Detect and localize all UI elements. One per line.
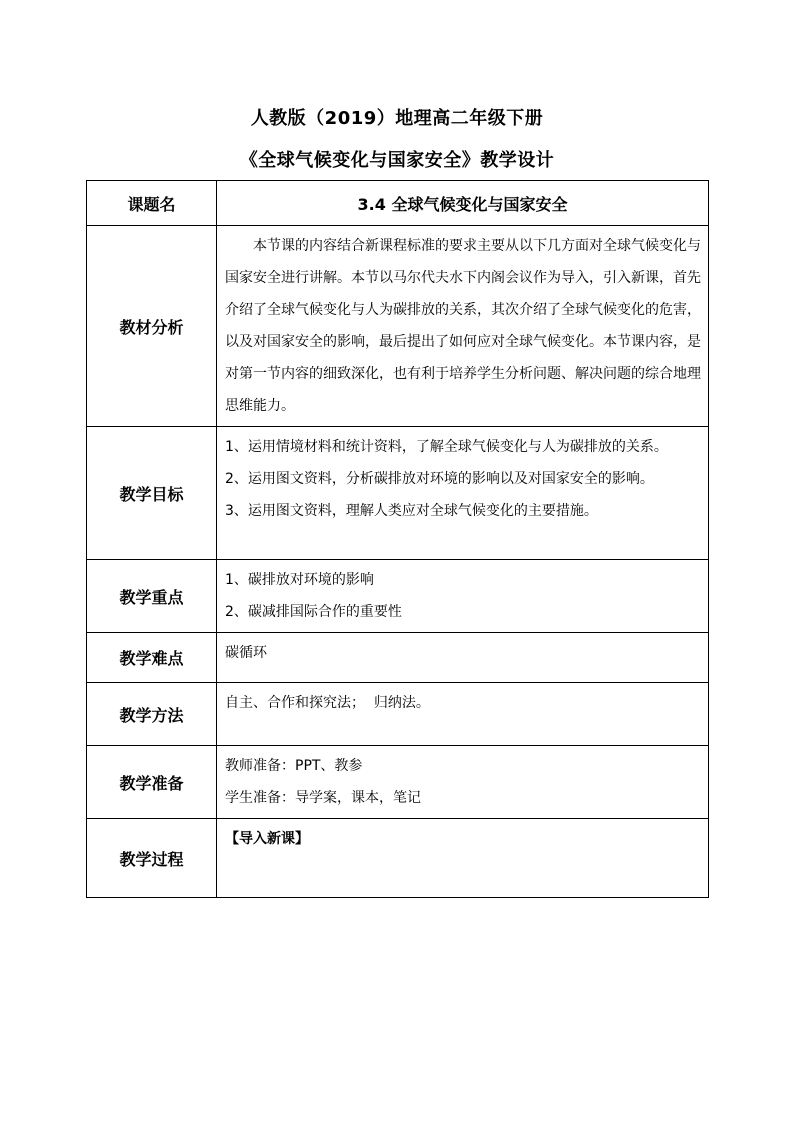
difficulty-text: 碳循环 xyxy=(225,645,267,661)
goal-item-2: 2、运用图文资料，分析碳排放对环境的影响以及对国家安全的影响。 xyxy=(225,471,654,487)
analysis-label: 教材分析 xyxy=(87,226,217,427)
difficulty-label: 教学难点 xyxy=(87,633,217,683)
preparation-label: 教学准备 xyxy=(87,746,217,819)
lesson-plan-table xyxy=(86,180,709,898)
process-text: 【导入新课】 xyxy=(225,831,309,847)
table-row-key-points xyxy=(87,560,709,633)
goal-item-3: 3、运用图文资料，理解人类应对全球气候变化的主要措施。 xyxy=(225,503,598,519)
table-row-topic xyxy=(87,181,709,226)
key-point-item-2: 2、碳减排国际合作的重要性 xyxy=(225,604,402,620)
goal-item-1: 1、运用情境材料和统计资料，了解全球气候变化与人为碳排放的关系。 xyxy=(225,439,668,455)
analysis-text: 本节课的内容结合新课程标准的要求主要从以下几方面对全球气候变化与国家安全进行讲解。本节以马尔代夫水下内阁会议作为导入，引入新课，首先介绍了全球气候变化与人为碳排放的关系，其次介绍了全球气候变化的危害，以及对国家安全的影响，最后提出了如何应对全球气候变化。本节课内容，是对第一节内容的细致深化，也有利于培养学生分析问题、解决问题的综合地理思维能力。 xyxy=(225,238,701,414)
topic-value: 3.4 全球气候变化与国家安全 xyxy=(217,181,709,226)
topic-label: 课题名 xyxy=(87,181,217,226)
preparation-cell xyxy=(217,746,709,819)
document-title: 人教版（2019）地理高二年级下册 xyxy=(250,108,544,129)
difficulty-cell xyxy=(217,633,709,683)
analysis-cell xyxy=(217,226,709,427)
goals-label: 教学目标 xyxy=(87,427,217,560)
table-row-methods xyxy=(87,683,709,746)
preparation-item-student: 学生准备：导学案，课本，笔记 xyxy=(225,790,421,806)
methods-cell xyxy=(217,683,709,746)
key-points-label: 教学重点 xyxy=(87,560,217,633)
table-row-process xyxy=(87,819,709,898)
key-point-item-1: 1、碳排放对环境的影响 xyxy=(225,572,374,588)
methods-text: 自主、合作和探究法； 归纳法。 xyxy=(225,695,430,711)
table-row-goals xyxy=(87,427,709,560)
process-label: 教学过程 xyxy=(87,819,217,898)
document-subtitle: 《全球气候变化与国家安全》教学设计 xyxy=(239,150,555,171)
process-cell xyxy=(217,819,709,898)
methods-label: 教学方法 xyxy=(87,683,217,746)
key-points-cell xyxy=(217,560,709,633)
preparation-item-teacher: 教师准备：PPT、教参 xyxy=(225,758,363,774)
table-row-difficulty xyxy=(87,633,709,683)
goals-cell xyxy=(217,427,709,560)
table-row-preparation xyxy=(87,746,709,819)
table-row-analysis xyxy=(87,226,709,427)
